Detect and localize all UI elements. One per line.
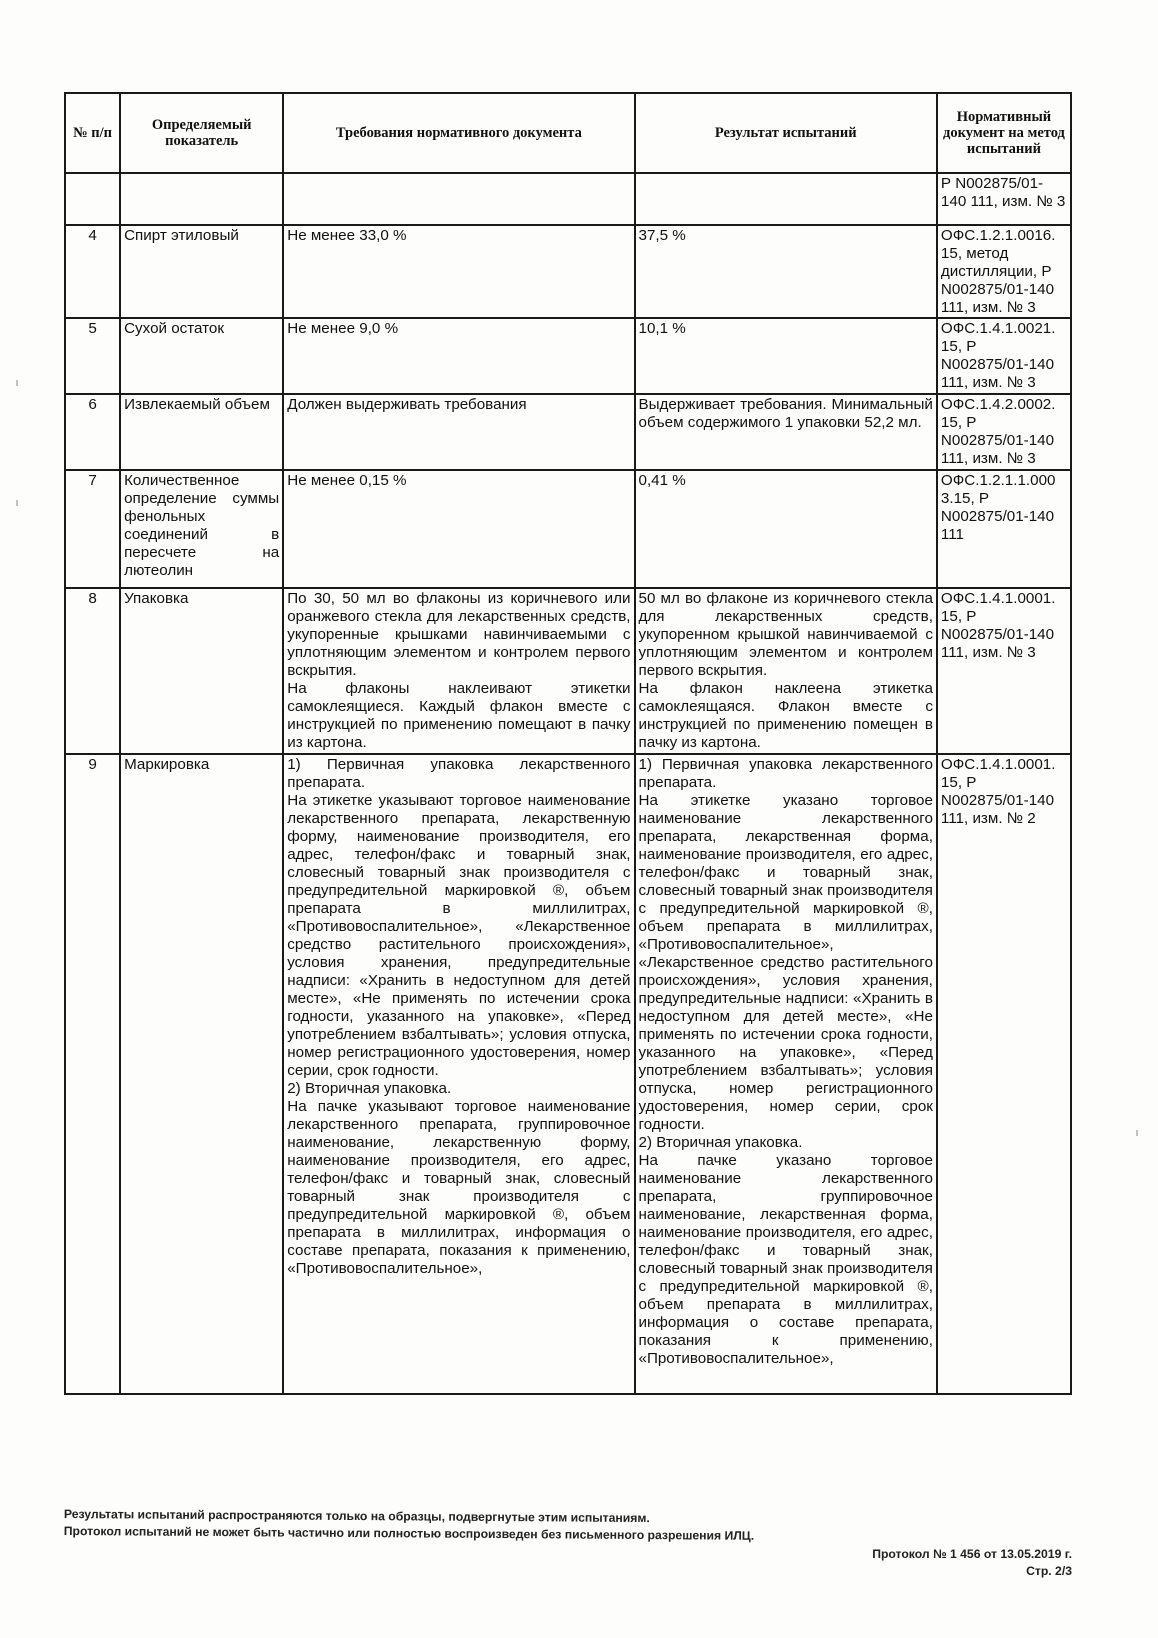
paragraph: По 30, 50 мл во флаконы из коричневого или оранжевого стекла для лекарственных средств, укупоренные крышками навинчиваемыми с уплотняющим элементом и контролем первого вскрытия.: [287, 590, 631, 679]
header-result: Результат испытаний: [635, 93, 937, 173]
cell-requirement: [283, 754, 634, 1394]
cell-method: ОФС.1.4.1.0001. 15, Р N002875/01-140 111, изм. № 3: [937, 588, 1071, 754]
protocol-reference: [872, 1546, 1072, 1580]
header-num: № п/п: [65, 93, 120, 173]
header-method: Нормативный документ на метод испытаний: [937, 93, 1071, 173]
cell-indicator: Сухой остаток: [120, 318, 283, 394]
paragraph: На этикетке указано торговое наименование лекарственного препарата, лекарственная форма, наименование производителя, его адрес, телефон/факс и товарный знак, словесный товарный знак производителя с предупредительной маркировкой ®, объем препарата в миллилитрах, «Противовоспалительное», «Лекарственное средство растительного происхождения», условия хранения, предупредительные надписи: «Хранить в недоступном для детей месте», «Не применять по истечении срока годности, указанного на упаковке», «Перед употреблением взбалтывать»; условия отпуска, номер регистрационного удостоверения, номер серии, срок годности.: [638, 792, 933, 1133]
header-indicator: Определяемый показатель: [120, 93, 283, 173]
cell-requirement: Должен выдерживать требования: [283, 394, 634, 470]
cell-indicator: [120, 173, 283, 225]
test-results-table: [64, 92, 1072, 1395]
cell-method: ОФС.1.4.1.0021. 15, Р N002875/01-140 111, изм. № 3: [937, 318, 1071, 394]
paragraph: 2) Вторичная упаковка.: [287, 1080, 452, 1097]
cell-result: 37,5 %: [635, 225, 937, 318]
cell-method: ОФС.1.2.1.1.000 3.15, Р N002875/01-140 111: [937, 470, 1071, 588]
paragraph: На пачке указывают торговое наименование лекарственного препарата, группировочное наименование, лекарственную форму, наименование производителя, его адрес, телефон/факс и товарный знак, словесный товарный знак производителя с предупредительной маркировкой ®, объем препарата в миллилитрах, информация о составе препарата, показания к применению, «Противовоспалительное»,: [287, 1098, 631, 1277]
cell-indicator: Количественное определение суммы фенольных соединений в пересчете на лютеолин: [120, 470, 283, 588]
cell-result: 0,41 %: [635, 470, 937, 588]
table-row: [65, 225, 1071, 318]
cell-indicator: Маркировка: [120, 754, 283, 1394]
footer-notes: [64, 1506, 755, 1545]
table-row: [65, 754, 1071, 1394]
paragraph: На этикетке указывают торговое наименование лекарственного препарата, лекарственную форму, наименование производителя, его адрес, телефон/факс и товарный знак, словесный товарный знак производителя с предупредительной маркировкой ®, объем препарата в миллилитрах, «Противовоспалительное», «Лекарственное средство растительного происхождения», условия хранения, предупредительные надписи: «Хранить в недоступном для детей месте», «Не применять по истечении срока годности, указанного на упаковке», «Перед употреблением взбалтывать»; условия отпуска, номер регистрационного удостоверения, номер серии, срок годности.: [287, 792, 631, 1079]
cell-indicator: Извлекаемый объем: [120, 394, 283, 470]
paragraph: На флаконы наклеивают этикетки самоклеящиеся. Каждый флакон вместе с инструкцией по применению помещают в пачку из картона.: [287, 680, 631, 751]
table-row: [65, 588, 1071, 754]
paragraph: На пачке указано торговое наименование лекарственного препарата, группировочное наименование, лекарственная форма, наименование производителя, его адрес, телефон/факс и товарный знак, словесный товарный знак производителя с предупредительной маркировкой ®, объем препарата в миллилитрах, информация о составе препарата, показания к применению, «Противовоспалительное»,: [638, 1152, 933, 1367]
cell-num: 9: [65, 754, 120, 1394]
paragraph: 1) Первичная упаковка лекарственного препарата.: [287, 756, 631, 791]
cell-requirement: Не менее 33,0 %: [283, 225, 634, 318]
cell-requirement: Не менее 9,0 %: [283, 318, 634, 394]
cell-method: ОФС.1.2.1.0016. 15, метод дистилляции, Р N002875/01-140 111, изм. № 3: [937, 225, 1071, 318]
cell-num: 8: [65, 588, 120, 754]
scan-artifact: [16, 500, 18, 506]
table-row: [65, 394, 1071, 470]
cell-indicator: Спирт этиловый: [120, 225, 283, 318]
cell-num: [65, 173, 120, 225]
paragraph: На флакон наклеена этикетка самоклеящаяся. Флакон вместе с инструкцией по применению помещен в пачку из картона.: [638, 680, 933, 751]
cell-method: ОФС.1.4.1.0001. 15, Р N002875/01-140 111, изм. № 2: [937, 754, 1071, 1394]
cell-requirement: [283, 173, 634, 225]
table-header-row: [65, 93, 1071, 173]
scan-artifact: [1136, 1130, 1138, 1136]
cell-result: [635, 588, 937, 754]
header-requirement: Требования нормативного документа: [283, 93, 634, 173]
footer-note-2: Протокол испытаний не может быть частично или полностью воспроизведен без письменного разрешения ИЛЦ.: [63, 1523, 755, 1543]
cell-num: 6: [65, 394, 120, 470]
protocol-number: Протокол № 1 456 от 13.05.2019 г.: [872, 1547, 1072, 1561]
table-row: [65, 470, 1071, 588]
footer-note-1: Результаты испытаний распространяются только на образцы, подвергнутые этим испытаниям.: [63, 1507, 650, 1526]
cell-indicator: Упаковка: [120, 588, 283, 754]
cell-requirement: [283, 588, 634, 754]
cell-num: 5: [65, 318, 120, 394]
cell-num: 4: [65, 225, 120, 318]
cell-result: 10,1 %: [635, 318, 937, 394]
cell-method: ОФС.1.4.2.0002. 15, Р N002875/01-140 111, изм. № 3: [937, 394, 1071, 470]
scan-artifact: [16, 380, 18, 386]
cell-method: Р N002875/01-140 111, изм. № 3: [937, 173, 1071, 225]
page-number: Стр. 2/3: [1026, 1564, 1072, 1578]
cell-result: [635, 754, 937, 1394]
table-row: [65, 318, 1071, 394]
cell-result: [635, 173, 937, 225]
table-row-continuation: [65, 173, 1071, 225]
cell-requirement: Не менее 0,15 %: [283, 470, 634, 588]
paragraph: 2) Вторичная упаковка.: [638, 1134, 803, 1151]
cell-result: Выдерживает требования. Минимальный объем содержимого 1 упаковки 52,2 мл.: [635, 394, 937, 470]
cell-num: 7: [65, 470, 120, 588]
paragraph: 50 мл во флаконе из коричневого стекла для лекарственных средств, укупоренном крышкой навинчиваемой с уплотняющим элементом и контролем первого вскрытия.: [638, 590, 933, 679]
paragraph: 1) Первичная упаковка лекарственного препарата.: [638, 756, 933, 791]
